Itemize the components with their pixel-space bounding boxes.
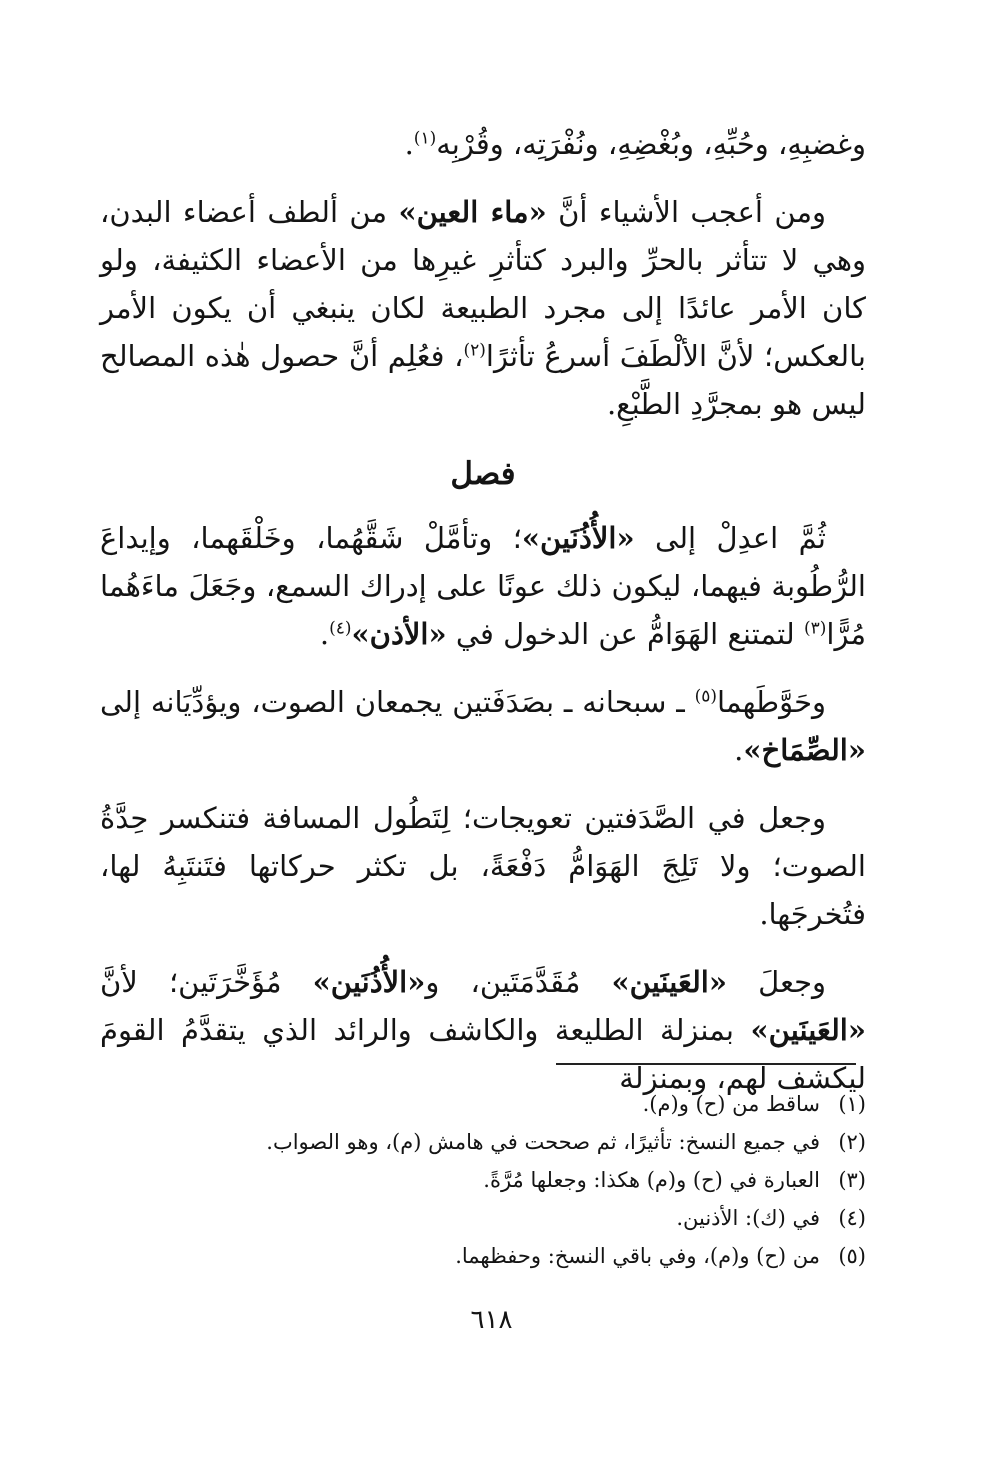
text-run: . xyxy=(404,127,414,161)
text-run: من ألطف أعضاء البدن، وهي لا تتأثر بالحرِّ والبرد كتأثرِ غيرِها من الأعضاء الكثيفة، ولو كان الأمر عائدًا إلى مجرد الطبيعة لكان ينبغي أن يكون الأمر بالعكس؛ لأنَّ الألْطَفَ أسرعُ تأثرًا xyxy=(100,195,866,373)
paragraph xyxy=(100,678,866,774)
paragraph xyxy=(100,120,866,168)
text-run: وجعلَ xyxy=(726,965,826,999)
bold-term: «العَينَين» xyxy=(611,965,727,999)
footnote-text: في جميع النسخ: تأثيرًا، ثم صححت في هامش (م)، وهو الصواب. xyxy=(266,1130,820,1154)
footnote-text: ساقط من (ح) و(م). xyxy=(642,1092,820,1116)
footnotes xyxy=(100,1085,866,1275)
paragraph xyxy=(100,188,866,428)
footnote xyxy=(100,1199,866,1237)
footnote-divider xyxy=(556,1063,856,1065)
footnote-number: (٥) xyxy=(838,1244,866,1268)
footnote-marker: (١) xyxy=(413,128,437,149)
page-number: ٦١٨ xyxy=(470,1305,513,1335)
footnote-text: من (ح) و(م)، وفي باقي النسخ: وحفظهما. xyxy=(455,1244,820,1268)
footnote-text: العبارة في (ح) و(م) هكذا: وجعلها مُرَّةً. xyxy=(483,1168,820,1192)
text-run: مُقَدَّمَتَين، و xyxy=(425,965,612,999)
footnote-marker: (٣) xyxy=(803,618,827,639)
text-run: . xyxy=(319,617,330,651)
text-run: وحَوَّطَهما xyxy=(717,685,826,719)
footnote-number: (٤) xyxy=(838,1206,866,1230)
footnote xyxy=(100,1085,866,1123)
text-run: بمنزلة الطليعة والكاشف والرائد الذي يتقدَّمُ القومَ ليكشف لهم، وبمنزلة xyxy=(100,1013,866,1095)
footnote-number: (١) xyxy=(838,1092,866,1116)
bold-term: «ماء العين» xyxy=(398,195,547,229)
footnote-text: في (ك): الأذنين. xyxy=(676,1206,820,1230)
text-run: ؛ وتأمَّلْ شَقَّهُما، وخَلْقَهما، وإيداعَ الرُّطُوبة فيهما، ليكون ذلك عونًا على إدراك السمع، وجَعَلَ ماءَهُما مُرًّا xyxy=(100,521,866,651)
text-run: ، فعُلِم أنَّ حصول هٰذه المصالح ليس هو بمجرَّدِ الطَّبْعِ. xyxy=(100,339,866,421)
bold-term: «الأذن» xyxy=(351,617,447,651)
footnote-number: (٣) xyxy=(838,1168,866,1192)
bold-term: «العَينَين» xyxy=(750,1013,866,1047)
text-run: وجعل في الصَّدَفتين تعويجات؛ لِتَطُول المسافة فتنكسر حِدَّةُ الصوت؛ ولا تَلِجَ الهَوَامُّ دَفْعَةً، بل تكثر حركاتها فتَنتَبِهُ لها، فتُخرجَها. xyxy=(100,801,866,931)
text-run: مُؤَخَّرَتَين؛ لأنَّ xyxy=(100,965,313,999)
paragraph xyxy=(100,794,866,938)
text-run: وغضبِهِ، وحُبِّهِ، وبُغْضِهِ، ونُفْرَتِه، وقُرْبِه xyxy=(436,127,866,161)
bold-term: «الأُذُنَين» xyxy=(521,521,635,555)
footnote-marker: (٥) xyxy=(694,686,718,707)
text-run: لتمتنع الهَوَامُّ عن الدخول في xyxy=(446,617,804,651)
paragraph xyxy=(100,958,866,1102)
paragraph xyxy=(100,514,866,658)
bold-term: «الأُذُنَين» xyxy=(312,965,426,999)
footnote-marker: (٤) xyxy=(329,618,352,639)
footnote xyxy=(100,1123,866,1161)
text-run: . xyxy=(734,733,744,767)
text-run: ثُمَّ اعدِلْ إلى xyxy=(634,521,826,555)
footnote-marker: (٢) xyxy=(463,340,486,361)
text-run: ومن أعجب الأشياء أنَّ xyxy=(546,195,826,229)
text-run: ـ سبحانه ـ بصَدَفَتين يجمعان الصوت، ويؤدِّيَانه إلى xyxy=(100,685,695,719)
bold-term: «الصِّمَاخ» xyxy=(743,733,866,767)
footnote-number: (٢) xyxy=(838,1130,866,1154)
section-heading: فصل xyxy=(450,456,516,492)
footnote xyxy=(100,1161,866,1199)
footnote xyxy=(100,1237,866,1275)
main-text xyxy=(100,120,866,1122)
